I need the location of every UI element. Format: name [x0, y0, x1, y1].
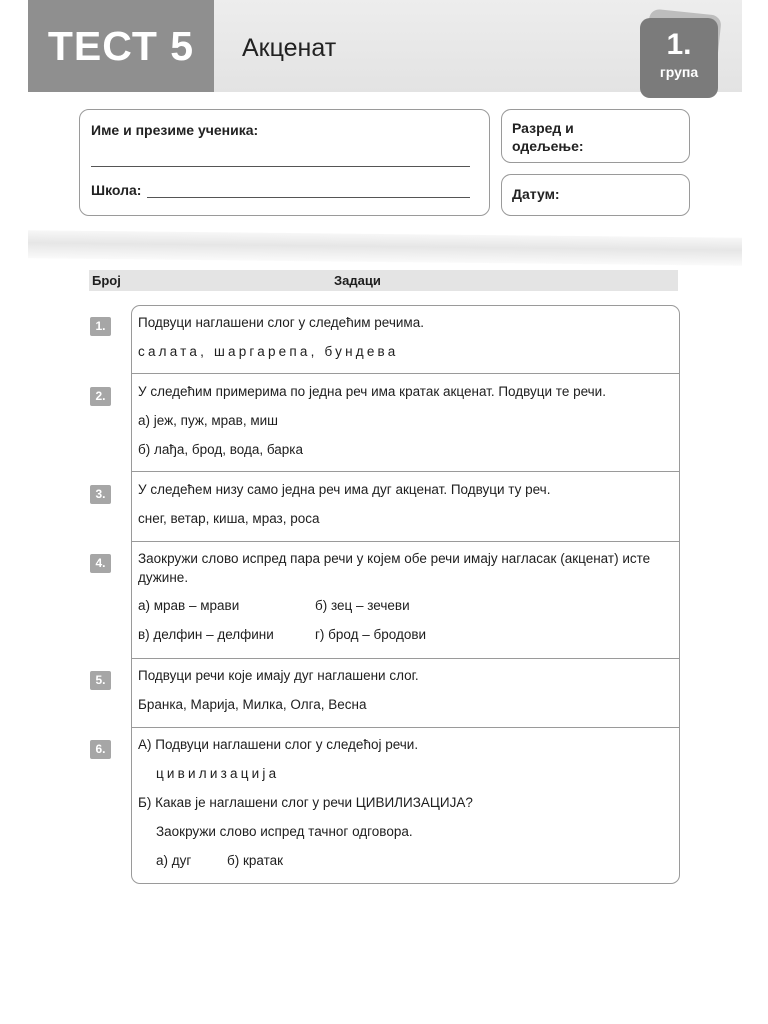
task-number-badge: 2.	[90, 387, 111, 406]
task-divider	[131, 658, 679, 659]
task-4-option-g[interactable]: г) брод – бродови	[315, 627, 427, 642]
column-tasks-header: Задаци	[334, 273, 381, 288]
class-label-line1: Разред и	[512, 120, 574, 136]
task-4-instruction-cont: дужине.	[138, 570, 189, 585]
student-name-label: Име и презиме ученика:	[91, 122, 259, 138]
column-number-header: Број	[92, 273, 121, 288]
table-header	[89, 270, 678, 291]
task-number-badge: 6.	[90, 740, 111, 759]
task-2-line-b[interactable]: б) лађа, брод, вода, барка	[138, 442, 303, 457]
task-divider	[131, 541, 679, 542]
task-divider	[131, 471, 679, 472]
group-word: група	[659, 64, 699, 80]
school-label: Школа:	[91, 182, 142, 198]
task-6-part-b-instruction: Заокружи слово испред тачног одговора.	[156, 824, 413, 839]
task-divider	[131, 373, 679, 374]
task-number-badge: 5.	[90, 671, 111, 690]
group-number: 1.	[666, 28, 692, 61]
task-2-line-a[interactable]: а) јеж, пуж, мрав, миш	[138, 413, 279, 428]
class-box[interactable]	[501, 109, 690, 163]
task-2-instruction: У следећим примерима по једна реч има кратак акценат. Подвуци те речи.	[138, 384, 606, 399]
task-divider	[131, 727, 679, 728]
task-6-word[interactable]: цивилизација	[156, 766, 280, 781]
task-number-badge: 3.	[90, 485, 111, 504]
section-separator	[28, 230, 742, 265]
task-5-words[interactable]: Бранка, Марија, Милка, Олга, Весна	[138, 697, 367, 712]
task-6-part-a: А) Подвуци наглашени слог у следећој речи.	[138, 737, 419, 752]
task-4-instruction: Заокружи слово испред пара речи у којем обе речи имају нагласак (акценат) исте	[138, 551, 651, 566]
student-name-box	[79, 109, 490, 216]
class-label-line2: одељење:	[512, 138, 584, 154]
task-number-badge: 1.	[90, 317, 111, 336]
task-number-badge: 4.	[90, 554, 111, 573]
group-badge	[640, 18, 718, 98]
task-6-part-b: Б) Какав је наглашени слог у речи ЦИВИЛИЗАЦИЈА?	[138, 795, 473, 810]
test-topic: Акценат	[242, 34, 337, 62]
task-5-instruction: Подвуци речи које имају дуг наглашени слог.	[138, 668, 419, 683]
student-name-field[interactable]	[91, 166, 470, 167]
task-6-answer-b[interactable]: б) кратак	[227, 853, 284, 868]
test-label: ТЕСТ 5	[28, 0, 214, 92]
school-field[interactable]	[147, 197, 470, 198]
task-3-words[interactable]: снег, ветар, киша, мраз, роса	[138, 511, 320, 526]
task-3-instruction: У следећем низу само једна реч има дуг акценат. Подвуци ту реч.	[138, 482, 551, 497]
date-box[interactable]	[501, 174, 690, 216]
task-4-option-b[interactable]: б) зец – зечеви	[315, 598, 410, 613]
task-1-words[interactable]: салата, шаргарепа, бундева	[138, 344, 399, 359]
task-1-instruction: Подвуци наглашени слог у следећим речима.	[138, 315, 424, 330]
task-4-option-a[interactable]: а) мрав – мрави	[138, 598, 240, 613]
date-label: Датум:	[512, 186, 560, 202]
task-6-answer-a[interactable]: а) дуг	[156, 853, 192, 868]
task-4-option-v[interactable]: в) делфин – делфини	[138, 627, 274, 642]
